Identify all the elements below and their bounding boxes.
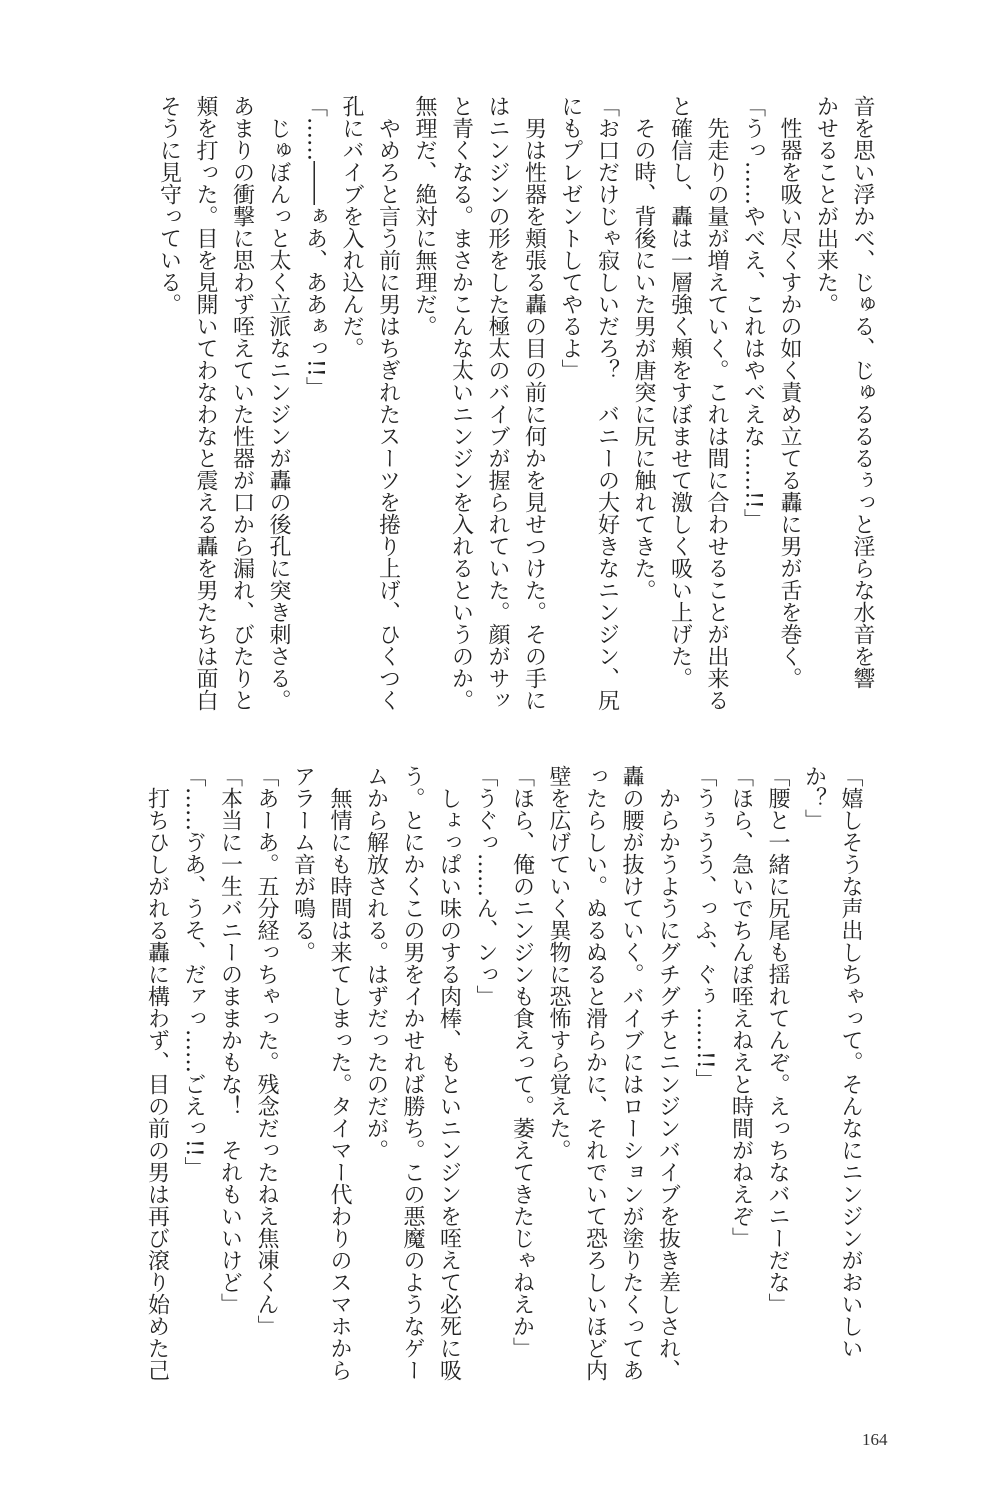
text-column: はニンジンの形をした極太のバイブが握られていた。顔がサッ	[485, 95, 510, 711]
text-column: 「うぐっ……ん、ンっ」	[473, 765, 498, 1007]
text-column: 「……――ぁあ、ああぁっ!!」	[302, 95, 328, 399]
text-column: 「本当に一生バニーのままかもな！ それもいいけど」	[217, 765, 243, 1315]
text-column: 孔にバイブを入れ込んだ。	[339, 95, 364, 359]
text-block-bottom	[138, 765, 868, 1395]
text-column: かせることが出来た。	[813, 95, 839, 315]
text-column: 男は性器を頬張る轟の目の前に何かを見せつけた。その手に	[521, 95, 547, 711]
text-column: からかうようにグチグチとニンジンバイブを抜き差しされ、	[655, 765, 681, 1381]
text-column: やめろと言う前に男はちぎれたスーツを捲り上げ、ひくつく	[375, 95, 401, 711]
text-column: 頬を打った。目を見開いてわなわなと震える轟を男たちは面白	[193, 95, 218, 711]
text-column: 「ほら、俺のニンジンも食えって。萎えてきたじゃねえか」	[509, 765, 535, 1359]
text-column: と青くなる。まさかこんな太いニンジンを入れるというのか。	[448, 95, 474, 711]
text-column: しょっぱい味のする肉棒、もといニンジンを咥えて必死に吸	[436, 765, 462, 1381]
text-column: 音を思い浮かべ、じゅる、じゅるるるぅっと淫らな水音を響	[850, 95, 875, 689]
text-column: 「お口だけじゃ寂しいだろ？ バニーの大好きなニンジン、尻	[594, 95, 620, 711]
text-block-top	[150, 95, 880, 725]
text-column: そうに見守っている。	[156, 95, 182, 315]
text-column: 性器を吸い尽くすかの如く責め立てる轟に男が舌を巻く。	[777, 95, 802, 689]
page-number: 164	[862, 1430, 888, 1449]
text-column: 「……ゔあ、うそ、だァっ……ごえっ!!」	[181, 765, 206, 1179]
text-column: 「嬉しそうな声出しちゃって。そんなにニンジンがおいしい	[838, 765, 863, 1359]
text-column: 「うぅうう、っふ、ぐぅ……!!」	[692, 765, 717, 1091]
text-column: 「うっ……やべえ、これはやべえな……!!」	[740, 95, 766, 531]
text-column: 「腰と一緒に尻尾も揺れてんぞ。えっちなバニーだな」	[765, 765, 790, 1315]
text-column: う。とにかくこの男をイかせれば勝ち。この悪魔のようなゲー	[400, 765, 425, 1381]
text-column: 無理だ、絶対に無理だ。	[412, 95, 437, 337]
text-column: ったらしい。ぬるぬると滑らかに、それでいて恐ろしいほど内	[582, 765, 608, 1381]
text-column: 壁を広げていく異物に恐怖すら覚えた。	[546, 765, 571, 1161]
text-column: 「あーあ。五分経っちゃった。残念だったねえ焦凍くん」	[254, 765, 279, 1337]
text-column: じゅぼんっと太く立派なニンジンが轟の後孔に突き刺さる。	[266, 95, 291, 711]
text-column: 先走りの量が増えていく。これは間に合わせることが出来る	[704, 95, 729, 711]
text-column: 轟の腰が抜けていく。バイブにはローションが塗りたくってあ	[619, 765, 644, 1381]
text-column: その時、背後にいた男が唐突に尻に触れてきた。	[631, 95, 656, 601]
text-column: か？」	[801, 765, 827, 831]
text-column: 「ほら、急いでちんぽ咥えねえと時間がねえぞ」	[728, 765, 754, 1249]
text-column: にもプレゼントしてやるよ」	[558, 95, 583, 381]
text-column: と確信し、轟は一層強く頬をすぼませて激しく吸い上げた。	[667, 95, 693, 689]
text-column: あまりの衝撃に思わず咥えていた性器が口から漏れ、びたりと	[229, 95, 255, 711]
text-column: 打ちひしがれる轟に構わず、目の前の男は再び滾り始めた己	[144, 765, 170, 1381]
text-column: アラーム音が鳴る。	[290, 765, 316, 963]
text-column: ムから解放される。はずだったのだが。	[363, 765, 389, 1161]
text-column: 無情にも時間は来てしまった。タイマー代わりのスマホから	[327, 765, 352, 1381]
